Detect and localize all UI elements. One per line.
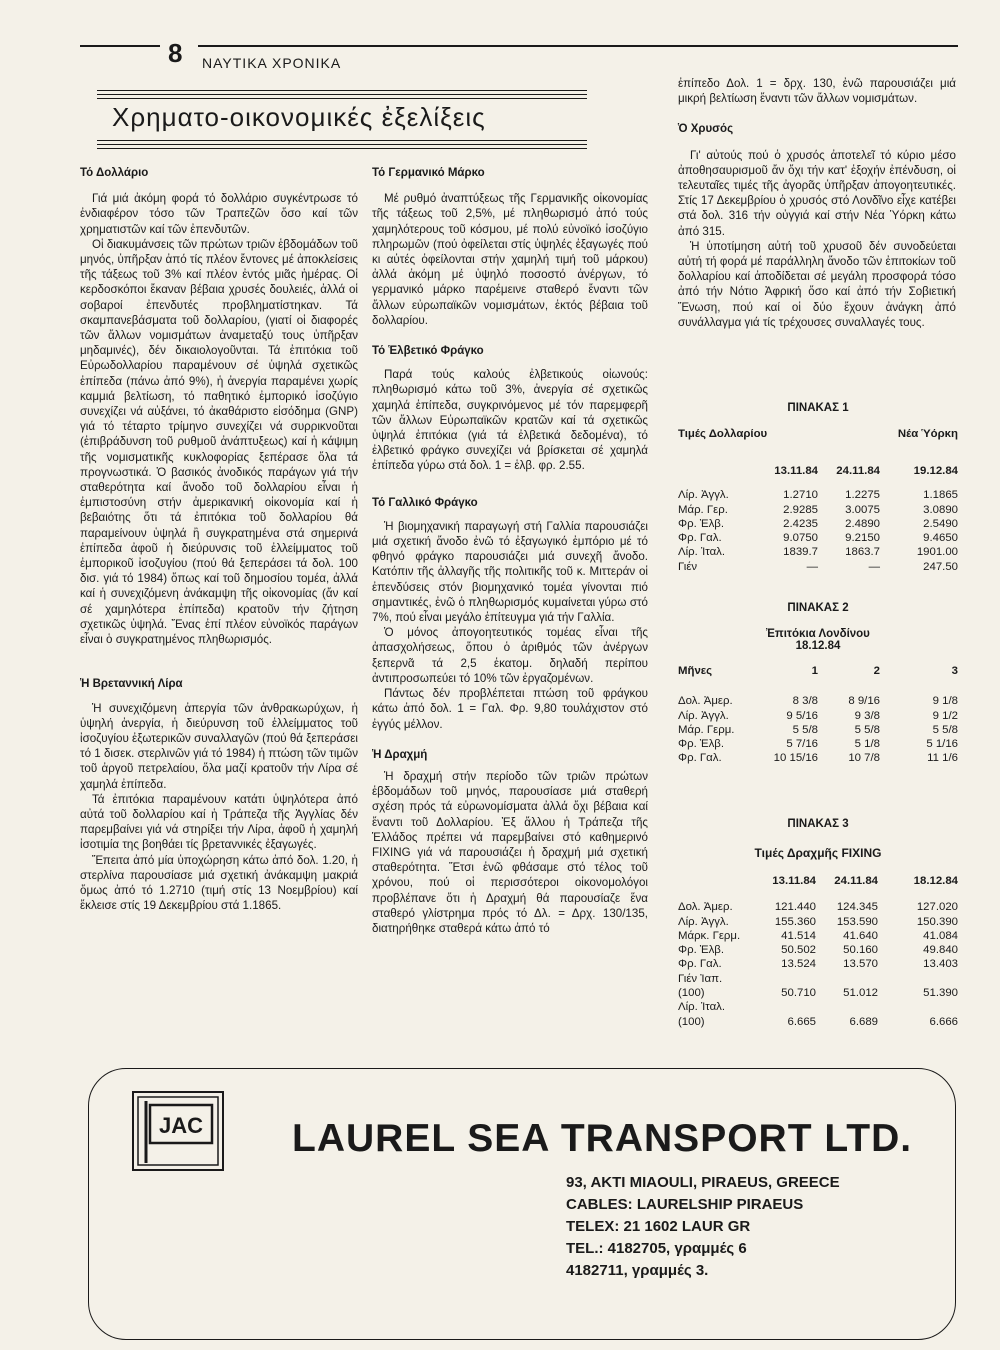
row-label: Γιέν: [678, 560, 698, 573]
table-cell: 11 1/6: [927, 752, 958, 765]
address-line: CABLES: LAURELSHIP PIRAEUS: [566, 1196, 804, 1213]
table-cell: 10 15/16: [773, 752, 818, 765]
table-row: [678, 723, 958, 737]
row-header-label: Μῆνες: [678, 665, 713, 677]
table-2: [678, 602, 958, 766]
row-label: Λίρ. Ἰταλ.: [678, 546, 726, 559]
row-label: Μάρκ. Γερμ.: [678, 929, 741, 942]
table-cell: 6.665: [787, 1015, 816, 1028]
table-cell: 50.502: [781, 944, 816, 957]
table-cell: 13.403: [923, 958, 958, 971]
table-location: Νέα Ὑόρκη: [897, 428, 958, 440]
table-row: [678, 972, 958, 986]
table-heading: ΠΙΝΑΚΑΣ 3: [787, 818, 849, 830]
paragraph: Οἱ διακυμάνσεις τῶν πρώτων τριῶν ἑβδομάδων τοῦ μηνός, ὑπῆρξαν ἀπό τίς πλέον ἔντονες μέ ἀποκλείσεις τῆς τάξεως τοῦ 3% καί πλέον ἐντός μιᾶς ἡμέρας. Οἱ κερδοσκόποι ἔκαναν βέβαια χρυσές δουλειές, ἀλλά οἱ σοβαροί ἐπενδυτές προβληματίστηκαν. Τά σκαμπανεβάσματα τοῦ δολλαρίου, (γιατί οἱ διαφορές τῶν ἄλλων νομισμάτων ἀναμεταξύ τους ὑπῆρξαν μηδαμινές), δέν δικαιολογοῦνται. Τά ἐπιτόκια τοῦ Εὐρωδολλαρίου παραμένουν σέ ὑψηλά σχετικῶς ἐπίπεδα (πάνω ἀπό 9%), ἡ ἀνεργία παραμένει χωρίς καμμιά βελτίωση, τό παθητικό ἐμπορικό ἰσοζύγιο συνεχίζει νά αὐξάνει, τό ἀκαθάριστο εἰσόδημα (GNP) γιά τό τέταρτο τρίμηνο συνεχίζει νά συρρικνοῦται (ἐπιβράδυνση τοῦ ρυθμοῦ ἀνάπτυξεως) καί ἡ κάψιμη τῆς νομισματικῆς κυκλοφορίας ξεπέρασε ὅλα τά προγνωστικά. Ὁ βασικός ἀνοδικός παράγων γιά τήν σταθερότητα καί ἄνοδο τοῦ δολλαρίου εἶναι ἡ ἐμπιστοσύνη στήν ἀμερικανική οἰκονομία καί ἡ βεβαιότης ὅτι τά ἐπιτόκια τοῦ δολλαρίου θά παραμείνουν ὑψηλά ἢ συγκρατημένα στά σημερινά ἐπίπεδα ἀφοῦ ἡ διεύρυνσις τοῦ ἐλλείμματος τοῦ ἐμπορικοῦ ἰσοζυγίου (πού θά ξεπεράσει τά δολ. 100 δισ. γιά τό 1984) ὅπως καί τοῦ δημοσίου τομέα, ἀλλά καί ἡ συνεχιζόμενη ἀνάκαμψη τῆς οἰκονομίας (ἄν καί σέ χαμηλότερα ἐπίπεδα) κρατοῦν τήν ζήτηση σχετικῶς ὑψηλά. Ἕνας ἐπί πλέον εὐνοϊκός παράγων εἶναι ὁ συγκρατημένος πληθωρισμός.: [80, 237, 358, 647]
table-cell: 1.2710: [783, 489, 818, 502]
row-label: Λίρ. Ἀγγλ.: [678, 915, 729, 928]
table-row: [678, 900, 958, 914]
table-cell: 150.390: [916, 915, 958, 928]
title-rule-bottom-3: [97, 148, 587, 149]
table-cell: [816, 1000, 878, 1014]
table-title: Τιμές Δολλαρίου: [678, 428, 768, 440]
section-heading-pound: Ἡ Βρεταννική Λίρα: [80, 678, 183, 691]
data-table: [678, 464, 958, 574]
paragraph: Ἡ ὑποτίμηση αὐτή τοῦ χρυσοῦ δέν συνοδεύεται αὐτή τή φορά μέ παράλληλη ἄνοδο τῶν ἐπιτοκίων τοῦ δολλαρίου καί ἀποδίδεται σέ μεγάλη προσφορά τόσο ἀπό τήν Νότιο Ἀφρική ὅσο καί ἀπό τήν Σοβιετική Ἕνωση, πού καί οἱ δύο ἔχουν ἀνάγκη ἀπό συνάλλαγμα γιά τίς τρέχουσες συναλλαγές τους.: [678, 239, 956, 329]
paragraph: Γι' αὐτούς πού ὁ χρυσός ἀποτελεῖ τό κύριο μέσο ἀποθησαυρισμοῦ ἄν ὄχι τήν κατ' ἐξοχήν ἐπένδυση, οἱ τελευταῖες τιμές τῆς ἀγορᾶς ὑπῆρξαν ἀπογοητευτικές. Στίς 17 Δεκεμβρίου ὁ χρυσός στό Λονδῖνο εἶχε κατέβει στά δολ. 316 τήν οὐγγιά καί στήν Νέα Ὑόρκη κάτω ἀπό 315.: [678, 148, 956, 238]
address-line: TELEX: 21 1602 LAUR GR: [566, 1218, 751, 1235]
column-header: 24.11.84: [834, 875, 878, 887]
table-cell: 153.590: [836, 915, 878, 928]
table-cell: 1.2275: [845, 489, 880, 502]
section-heading-swiss-franc: Τό Ἑλβετικό Φράγκο: [372, 345, 484, 358]
column-header: 24.11.84: [836, 465, 880, 477]
paragraph: Παρά τούς καλούς ἐλβετικούς οἰωνούς: πληθωρισμό κάτω τοῦ 3%, ἀνεργία σέ σχετικῶς χαμηλά ἐπίπεδα, συγκρινόμενος μέ τόν παρεμφερῆ τῶν ἄλλων Εὐρωπαϊκῶν κρατῶν καί τά σχετικῶς ὑψηλά ἐπιτόκια (γιά τά ἐλβετικά δεδομένα), τό ἐλβετικό φράγκο συνεχίζει νά βρίσκεται σέ χαμηλά ἐπίπεδα γύρω στά δολ. 1 = ἑλβ. φρ. 2.55.: [372, 368, 648, 473]
title-rule-top-2: [97, 94, 587, 95]
table-cell: 8 9/16: [848, 695, 880, 708]
table-heading: ΠΙΝΑΚΑΣ 1: [787, 402, 849, 414]
data-table: [678, 874, 958, 1029]
table-row: [678, 1015, 958, 1029]
column-header: 3: [951, 665, 958, 677]
table-row: [678, 694, 958, 708]
table-cell: [816, 972, 878, 986]
table-row: [678, 517, 958, 531]
row-label: Λίρ. Ἰταλ.: [678, 1001, 726, 1014]
table-cell: 9 1/8: [932, 695, 958, 708]
row-label: Μάρ. Γερ.: [678, 503, 728, 516]
row-label: Φρ. Γαλ.: [678, 752, 722, 765]
column-header: 18.12.84: [913, 875, 958, 887]
paragraph: ἐπίπεδο Δολ. 1 = δρχ. 130, ἐνῶ παρουσιάζει μιά μικρή βελτίωση ἔναντι τῶν ἄλλων νομισμάτων.: [678, 77, 956, 106]
table-cell: [752, 1000, 816, 1014]
table-cell: 2.4890: [845, 517, 880, 530]
column-header: 2: [873, 665, 880, 677]
table-cell: 13.570: [843, 958, 878, 971]
section-heading-gold: Ὁ Χρυσός: [678, 123, 734, 136]
row-label: Φρ. Γαλ.: [678, 532, 722, 545]
title-rule-top-3: [97, 98, 587, 99]
address-line: 4182711, γραμμές 3.: [566, 1262, 709, 1279]
table-row: [678, 957, 958, 971]
table-row: [678, 488, 958, 502]
table-cell: 51.390: [923, 987, 958, 1000]
row-label: Δολ. Ἀμερ.: [678, 695, 733, 708]
article-title: Χρηματο-οικονομικές ἐξελίξεις: [112, 102, 486, 132]
table-row: [678, 531, 958, 545]
logo-text: JAC: [158, 1113, 204, 1138]
header-rule-left: [80, 45, 160, 47]
row-label: Δολ. Ἀμερ.: [678, 901, 733, 914]
table-cell: 13.524: [781, 958, 816, 971]
table-cell: 9 3/8: [854, 709, 880, 722]
magazine-name: ΝΑΥΤΙΚΑ ΧΡΟΝΙΚΑ: [202, 55, 342, 71]
table-header-row: [678, 874, 958, 888]
company-name: LAUREL SEA TRANSPORT LTD.: [292, 1117, 913, 1160]
paragraph: Τά ἐπιτόκια παραμένουν κατάτι ὑψηλότερα ἀπό αὐτά τοῦ δολλαρίου καί ἡ Τράπεζα τῆς Ἀγγλίας δέν παρεμβαίνει γιά νά στηρίξει τήν Λίρα, ἀφοῦ ἡ χαμηλή ἰσοτιμία της βοηθάει τίς βρεταννικές ἐξαγωγές.: [80, 792, 358, 852]
section-heading-dollar: Τό Δολλάριο: [80, 167, 149, 179]
table-cell: 3.0890: [923, 503, 958, 516]
row-label: Λίρ. Ἀγγλ.: [678, 489, 729, 502]
table-cell: [752, 972, 816, 986]
table-row: [678, 1000, 958, 1014]
paragraph: Ἡ δραχμή στήν περίοδο τῶν τριῶν πρώτων ἑβδομάδων τοῦ μηνός, παρουσίασε μιά σταθερή σχέση πρός τά εὐρωνομίσματα ἀλλά ὄχι βέβαια καί ἔναντι τοῦ Δολλαρίου. Ἐξ ἄλλου ἡ Τράπεζα τῆς Ἑλλάδος πρέπει νά παρεμβαίνει στό καθημερινό FIXING γιά νά παρουσιάζει ἡ δραχμή μιά σχετική σταθερότητα. Ἔτσι ἐνῶ φθάσαμε στό τέλος τοῦ χρόνου, πού οἱ περισσότεροι οἰκονομολόγοι προβλέπανε ὅτι ἡ Δραχμή θά παρουσίαζε ἕνα σταθερό γλίστρημα πρός τό Δλ. = Δρχ. 130/135, διατηρήθηκε σταθερά κάτω ἀπό τό: [372, 769, 648, 935]
table-header-row: [678, 664, 958, 678]
row-label: Φρ. Ἑλβ.: [678, 738, 725, 751]
title-rule-top-1: [97, 90, 587, 91]
table-cell: 2.9285: [783, 503, 818, 516]
paragraph: Γιά μιά ἀκόμη φορά τό δολλάριο συγκέντρωσε τό ἐνδιαφέρον τόσο τῶν Τραπεζῶν ὅσο καί τῶν χρηματιστῶν καί τῶν ἐπενδυτῶν.: [80, 192, 358, 236]
table-cell: [878, 972, 958, 986]
table-cell: 8 3/8: [792, 695, 818, 708]
table-cell: 9 5/16: [786, 709, 818, 722]
table-title: Ἐπιτόκια Λονδίνου: [766, 628, 870, 640]
paragraph: Ὁ μόνος ἀπογοητευτικός τομέας εἶναι τῆς ἀπασχολήσεως, ὅπου ὁ ἀριθμός τῶν ἀνέργων ξεπερνᾶ τά 2,5 ἑκατομ. δηλαδή περίπου ἀντιπροσωπεύει τό 10% τῶν ἐργαζομένων.: [372, 626, 648, 685]
table-cell: 9.4650: [923, 532, 958, 545]
table-row: [678, 915, 958, 929]
table-cell: 247.50: [923, 560, 958, 573]
table-cell: 50.160: [843, 944, 878, 957]
column-header: 13.11.84: [774, 465, 818, 477]
table-cell: 1839.7: [783, 546, 818, 559]
table-row: [678, 545, 958, 559]
title-rule-bottom-1: [97, 140, 587, 141]
paragraph: Μέ ρυθμό ἀναπτύξεως τῆς Γερμανικῆς οἰκονομίας τῆς τάξεως τοῦ 2,5%, μέ πληθωρισμό ἀπό τούς χαμηλότερους τοῦ κόσμου, μέ πολύ εὐνοϊκό ἰσοζύγιο πληρωμῶν (πού ὀφείλεται στίς ὑψηλές ἐξαγωγές πού κι αὐτές ὀφείλονται στήν χαμηλή τιμή τοῦ μάρκου) ἀλλά ἀκόμη μέ ὑψηλό ποσοστό ἀνέργων, τό γερμανικό μάρκο παρέμεινε σταθερό ἔναντι τῶν ἄλλων εὐρωπαϊκῶν νομισμάτων, ἐκτός βέβαια τοῦ δολλαρίου.: [372, 192, 648, 327]
table-cell: 2.4235: [783, 517, 818, 530]
table-cell: —: [806, 560, 818, 573]
address-line: 93, AKTI MIAOULI, PIRAEUS, GREECE: [566, 1174, 840, 1191]
paragraph: Ἡ συνεχιζόμενη ἀπεργία τῶν ἀνθρακωρύχων, ἡ ὑψηλή ἀνεργία, ἡ διεύρυνση τοῦ ἐλλείμματος τοῦ ἰσοζυγίου ἐξωτερικῶν συναλλαγῶν (πού θά ξεπεράσει τό 1 δισεκ. στερλινῶν γιά τό 1984) ἡ πτώση τῶν τιμῶν τοῦ ἀργοῦ πετρελαίου, ὅλα μαζί κρατοῦν τήν Λίρα σέ χαμηλά ἐπίπεδα.: [80, 701, 358, 791]
table-cell: 41.514: [781, 929, 816, 942]
article-column-2: [372, 166, 648, 936]
row-label: Φρ. Ἑλβ.: [678, 517, 725, 530]
data-table: [678, 664, 958, 766]
article-column-3: [678, 76, 956, 330]
table-cell: 49.840: [923, 944, 958, 957]
table-cell: 5 5/8: [854, 723, 880, 736]
section-heading-french-franc: Τό Γαλλικό Φράγκο: [372, 496, 478, 509]
table-cell: 5 1/8: [854, 738, 880, 751]
table-heading: ΠΙΝΑΚΑΣ 2: [787, 602, 849, 614]
table-header-row: [678, 464, 958, 478]
table-cell: 6.666: [929, 1015, 958, 1028]
table-row: [678, 709, 958, 723]
table-cell: 121.440: [774, 901, 816, 914]
paragraph: Ἡ βιομηχανική παραγωγή στή Γαλλία παρουσιάζει μιά σχετική ἄνοδο ἐνῶ τό ἐξαγωγικό ἐμπόριο μέ τό φθηνό φράγκο παρουσιάζει μιά συνεχῆ ἄνοδο. Κατόπιν τῆς ἀλλαγῆς τῆς πολιτικῆς τοῦ κ. Μιττεράν οἱ ἐπενδύσεις στόν βιομηχανικό τομέα γίνονται πιό σημαντικές, ἐνῶ ὁ πληθωρισμός κυμαίνεται γύρω στό 7%, πού εἶναι μεγάλο ἐπίτευγμα γιά τήν Γαλλία.: [372, 519, 648, 625]
table-cell: 10 7/8: [848, 752, 880, 765]
table-cell: —: [868, 560, 880, 573]
table-cell: 5 1/16: [926, 738, 958, 751]
table-cell: 41.084: [923, 929, 958, 942]
table-cell: 5 5/8: [792, 723, 818, 736]
table-cell: 9.0750: [783, 532, 818, 545]
row-label: (100): [678, 1015, 705, 1028]
table-row: [678, 751, 958, 765]
table-cell: 9 1/2: [932, 709, 958, 722]
table-cell: 155.360: [774, 915, 816, 928]
table-row: [678, 503, 958, 517]
table-cell: 41.640: [843, 929, 878, 942]
row-label: Λίρ. Ἀγγλ.: [678, 709, 729, 722]
article-column-1: [80, 166, 358, 913]
table-cell: 5 5/8: [932, 723, 958, 736]
table-cell: 51.012: [843, 987, 878, 1000]
title-rule-bottom-2: [97, 144, 587, 145]
row-label: Φρ. Ἑλβ.: [678, 944, 725, 957]
table-row: [678, 560, 958, 574]
section-heading-drachma: Ἡ Δραχμή: [372, 748, 428, 761]
column-header: 13.11.84: [772, 875, 816, 887]
table-cell: 2.5490: [923, 517, 958, 530]
table-row: [678, 737, 958, 751]
table-cell: 1901.00: [916, 546, 958, 559]
table-date: 18.12.84: [795, 640, 841, 652]
row-label: Φρ. Γαλ.: [678, 958, 722, 971]
table-cell: 124.345: [836, 901, 878, 914]
company-address: [566, 1172, 840, 1282]
paragraph: Ἔπειτα ἀπό μία ὑποχώρηση κάτω ἀπό δολ. 1.20, ἡ στερλίνα παρουσίασε μιά σχετική ἀνάκαμψη μακριά ὅμως ἀπό τό 1.2710 (τιμή στίς 13 Νοεμβρίου) καί ἔκλεισε στίς 19 Δεκεμβρίου στά 1.1865.: [80, 853, 358, 913]
section-heading-mark: Τό Γερμανικό Μάρκο: [372, 167, 485, 179]
address-line: TEL.: 4182705, γραμμές 6: [566, 1240, 747, 1257]
company-logo: [132, 1091, 224, 1171]
table-cell: 1.1865: [923, 489, 958, 502]
header-rule-right: [198, 45, 958, 47]
table-title: Τιμές Δραχμῆς FIXING: [754, 846, 882, 860]
table-cell: 9.2150: [845, 532, 880, 545]
row-label: Γιέν Ἰαπ.: [678, 972, 723, 985]
table-1: [678, 402, 958, 574]
table-row: [678, 986, 958, 1000]
page-number: 8: [168, 38, 183, 68]
table-cell: 5 7/16: [786, 738, 818, 751]
table-cell: 127.020: [916, 901, 958, 914]
table-cell: 6.689: [849, 1015, 878, 1028]
paragraph: Πάντως δέν προβλέπεται πτώση τοῦ φράγκου κάτω ἀπό δολ. 1 = Γαλ. Φρ. 9,80 τουλάχιστον στό ἐγγύς μέλλον.: [372, 687, 648, 731]
table-row: [678, 929, 958, 943]
table-cell: 1863.7: [845, 546, 880, 559]
table-3: [678, 818, 958, 1029]
table-cell: 3.0075: [845, 503, 880, 516]
row-label: Μάρ. Γερμ.: [678, 723, 735, 736]
column-header: 19.12.84: [913, 465, 958, 477]
row-label: (100): [678, 987, 705, 1000]
table-cell: [878, 1000, 958, 1014]
column-header: 1: [811, 665, 818, 677]
table-row: [678, 943, 958, 957]
table-cell: 50.710: [781, 987, 816, 1000]
